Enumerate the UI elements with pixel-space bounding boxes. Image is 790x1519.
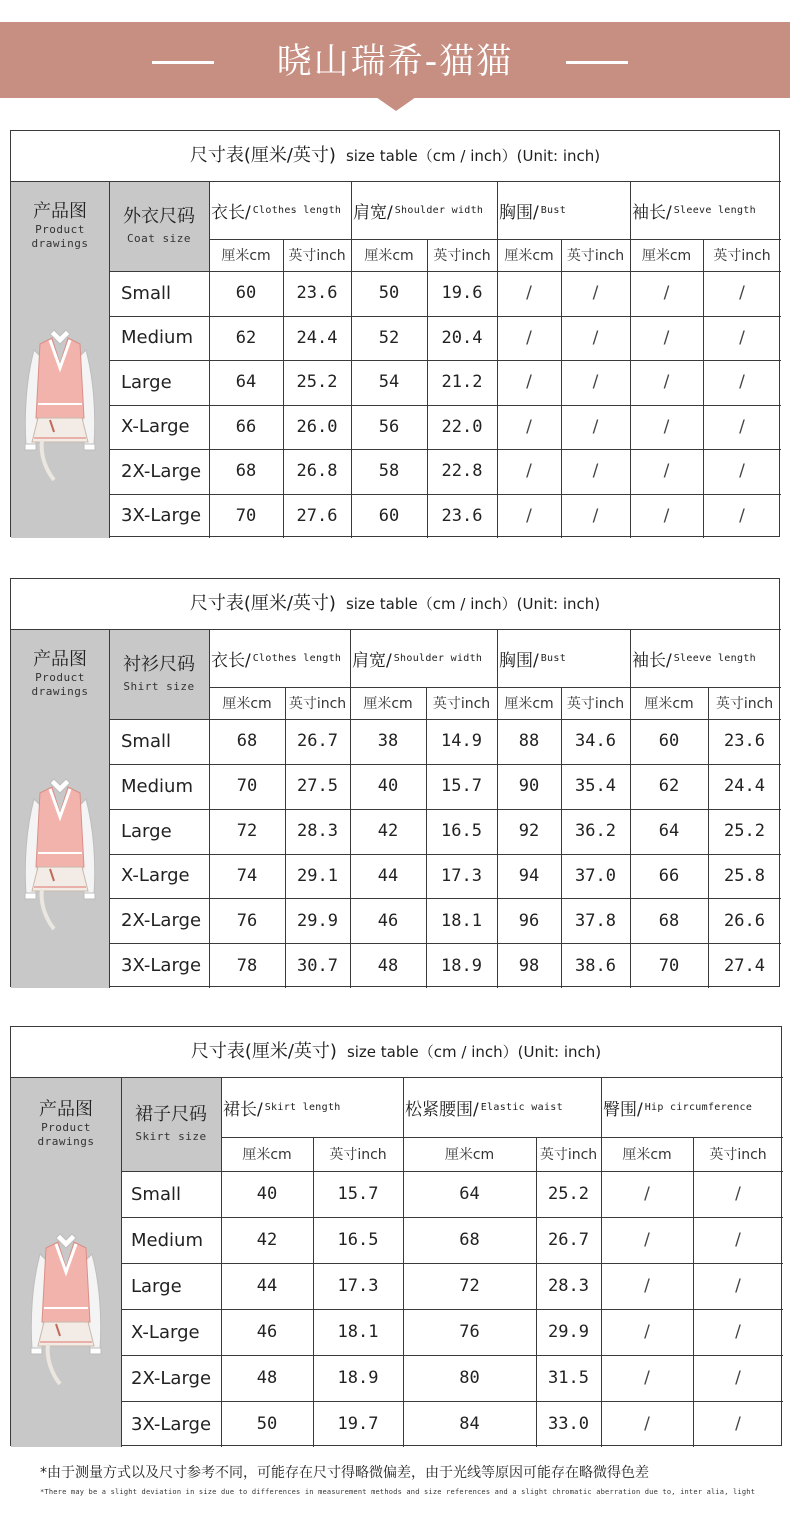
size-label <box>109 629 209 719</box>
measurement-value: 37.0 <box>575 865 616 886</box>
size-label-en: Coat size <box>126 232 192 245</box>
empty-value: / <box>592 372 599 393</box>
size-label-cn: 衬衫尺码 <box>123 654 195 675</box>
measurement-value: 70 <box>658 955 680 976</box>
measurement-value: 29.1 <box>297 865 338 886</box>
table-title-cn: 尺寸表(厘米/英寸) <box>189 145 336 166</box>
unit-inch-label: 英寸inch <box>566 696 625 712</box>
empty-value: / <box>526 283 532 304</box>
measurement-value: 64 <box>459 1184 480 1204</box>
product-label <box>11 1077 121 1171</box>
measurement-value: 18.1 <box>337 1322 379 1342</box>
measurement-value: 42 <box>256 1230 278 1250</box>
product-label-en2: drawings <box>31 237 89 250</box>
column-title-cn: 袖长/ <box>632 202 672 223</box>
measurement-value: 74 <box>236 865 258 886</box>
measurement-value: 58 <box>378 461 400 482</box>
empty-value: / <box>592 416 599 437</box>
measurement-value: 26.8 <box>296 461 338 482</box>
unit-inch-label: 英寸inch <box>288 248 346 264</box>
measurement-value: 17.3 <box>441 865 482 886</box>
measurement-value: 26.0 <box>296 416 338 437</box>
empty-value: / <box>735 1414 741 1434</box>
measurement-value: 18.9 <box>441 955 482 976</box>
product-label <box>11 629 109 719</box>
empty-value: / <box>592 327 599 348</box>
unit-inch-label: 英寸inch <box>433 248 491 264</box>
column-title <box>211 181 351 239</box>
product-image <box>26 1224 106 1394</box>
measurement-value: 19.7 <box>337 1414 379 1434</box>
unit-cm-label: 厘米cm <box>644 696 694 712</box>
empty-value: / <box>526 461 532 482</box>
title-right-rule <box>566 61 628 64</box>
title-banner <box>0 22 790 98</box>
size-name: Large <box>121 820 172 842</box>
measurement-value: 27.5 <box>297 776 338 797</box>
measurement-value: 26.6 <box>724 910 765 931</box>
measurement-value: 31.5 <box>548 1368 589 1388</box>
product-image-wrap <box>26 1224 106 1398</box>
measurement-value: 54 <box>378 372 400 393</box>
size-label-cn: 外衣尺码 <box>123 206 195 227</box>
measurement-value: 18.1 <box>441 910 482 931</box>
size-name: 2X-Large <box>121 460 202 482</box>
measurement-value: 21.2 <box>441 372 483 393</box>
measurement-value: 44 <box>256 1276 278 1296</box>
measurement-value: 14.9 <box>441 731 482 752</box>
unit-cm-label: 厘米cm <box>622 1147 672 1163</box>
measurement-value: 48 <box>256 1368 278 1388</box>
column-title <box>405 1077 601 1137</box>
empty-value: / <box>526 327 532 348</box>
unit-cm-label: 厘米cm <box>504 696 554 712</box>
size-name: 3X-Large <box>131 1413 212 1435</box>
size-label-cn: 裙子尺码 <box>135 1104 207 1125</box>
empty-value: / <box>663 327 670 348</box>
column-title <box>603 1077 783 1137</box>
product-label-en: Product <box>41 1121 91 1134</box>
coat-size-table <box>10 130 780 537</box>
measurement-value: 23.6 <box>441 505 483 526</box>
measurement-value: 52 <box>378 327 400 348</box>
column-title-en: Bust <box>540 652 567 664</box>
measurement-value: 16.5 <box>441 821 482 842</box>
measurement-value: 60 <box>235 283 257 304</box>
measurement-value: 90 <box>518 776 540 797</box>
column-title-en: Skirt length <box>264 1101 341 1113</box>
empty-value: / <box>526 416 532 437</box>
size-name: Small <box>131 1183 181 1205</box>
measurement-value: 28.3 <box>548 1276 589 1296</box>
column-title <box>632 181 781 239</box>
product-label-cn: 产品图 <box>39 1099 93 1120</box>
measurement-value: 24.4 <box>296 327 338 348</box>
column-title-cn: 衣长/ <box>211 202 251 223</box>
empty-value: / <box>739 505 745 526</box>
unit-cm-label: 厘米cm <box>364 248 414 264</box>
measurement-value: 36.2 <box>575 821 616 842</box>
product-label-en2: drawings <box>37 1135 95 1148</box>
size-label-en: Shirt size <box>123 680 195 693</box>
measurement-value: 16.5 <box>337 1230 379 1250</box>
skirt-size-table <box>10 1026 782 1446</box>
empty-value: / <box>592 505 599 526</box>
size-name: 3X-Large <box>121 505 202 527</box>
measurement-value: 23.6 <box>296 283 338 304</box>
column-title-en: Sleeve length <box>673 204 756 216</box>
column-title-cn: 臀围/ <box>603 1099 643 1120</box>
size-name: Medium <box>121 327 193 349</box>
empty-value: / <box>592 461 599 482</box>
measurement-value: 68 <box>235 461 257 482</box>
table-title-en: size table（cm / inch）(Unit: inch) <box>346 1043 602 1061</box>
column-title-cn: 袖长/ <box>632 650 672 671</box>
empty-value: / <box>739 461 745 482</box>
measurement-value: 84 <box>459 1414 480 1434</box>
column-title-en: Bust <box>540 204 567 216</box>
empty-value: / <box>644 1184 650 1204</box>
size-label-en: Skirt size <box>135 1130 207 1143</box>
column-title <box>632 629 781 687</box>
empty-value: / <box>663 505 670 526</box>
size-name: Medium <box>121 775 193 797</box>
measurement-value: 29.9 <box>548 1322 589 1342</box>
measurement-value: 19.6 <box>441 283 483 304</box>
empty-value: / <box>739 372 745 393</box>
measurement-value: 27.6 <box>296 505 338 526</box>
measurement-value: 30.7 <box>297 955 338 976</box>
measurement-value: 27.4 <box>724 955 765 976</box>
measurement-value: 40 <box>256 1184 278 1204</box>
unit-inch-label: 英寸inch <box>539 1147 598 1163</box>
measurement-value: 66 <box>658 865 680 886</box>
unit-inch-label: 英寸inch <box>288 696 347 712</box>
column-title <box>499 629 630 687</box>
measurement-value: 17.3 <box>337 1276 379 1296</box>
measurement-value: 37.8 <box>575 910 616 931</box>
table-title <box>11 1027 781 1077</box>
measurement-value: 25.8 <box>724 865 765 886</box>
measurement-value: 96 <box>518 910 540 931</box>
table-title-cn: 尺寸表(厘米/英寸) <box>190 1041 337 1062</box>
unit-inch-label: 英寸inch <box>329 1147 387 1163</box>
measurement-value: 92 <box>518 821 540 842</box>
product-image <box>20 320 100 490</box>
column-title <box>223 1077 403 1137</box>
column-title-en: Clothes length <box>252 652 342 664</box>
column-title <box>352 629 497 687</box>
column-title <box>499 181 630 239</box>
empty-value: / <box>644 1230 650 1250</box>
measurement-value: 64 <box>658 821 680 842</box>
measurement-value: 42 <box>377 821 399 842</box>
unit-cm-label: 厘米cm <box>504 248 554 264</box>
measurement-value: 46 <box>377 910 399 931</box>
product-label-cn: 产品图 <box>33 201 87 222</box>
measurement-value: 33.0 <box>548 1414 589 1434</box>
note-chinese: *由于测量方式以及尺寸参考不同，可能存在尺寸得略微偏差，由于光线等原因可能存在略微得色差 <box>40 1465 649 1481</box>
measurement-value: 70 <box>236 776 258 797</box>
product-image <box>20 769 100 939</box>
column-title-en: Clothes length <box>252 204 342 216</box>
measurement-value: 24.4 <box>724 776 765 797</box>
column-title-cn: 松紧腰围/ <box>405 1099 479 1120</box>
column-title-en: Shoulder width <box>394 204 484 216</box>
empty-value: / <box>644 1368 650 1388</box>
measurement-value: 46 <box>256 1322 278 1342</box>
measurement-value: 28.3 <box>297 821 338 842</box>
measurement-value: 25.2 <box>296 372 338 393</box>
empty-value: / <box>526 505 532 526</box>
empty-value: / <box>592 283 599 304</box>
measurement-value: 72 <box>236 821 258 842</box>
empty-value: / <box>663 372 670 393</box>
size-label <box>121 1077 221 1171</box>
empty-value: / <box>663 416 670 437</box>
unit-inch-label: 英寸inch <box>713 248 771 264</box>
empty-value: / <box>663 461 670 482</box>
size-name: 2X-Large <box>121 910 202 932</box>
size-label <box>109 181 209 271</box>
unit-inch-label: 英寸inch <box>566 248 625 264</box>
unit-inch-label: 英寸inch <box>432 696 491 712</box>
unit-cm-label: 厘米cm <box>363 696 413 712</box>
table-title-en: size table（cm / inch）(Unit: inch) <box>345 147 601 165</box>
measurement-value: 26.7 <box>297 731 338 752</box>
measurement-value: 62 <box>235 327 257 348</box>
measurement-value: 68 <box>236 731 258 752</box>
measurement-value: 18.9 <box>337 1368 379 1388</box>
table-title <box>11 579 779 629</box>
size-name: 3X-Large <box>121 955 202 977</box>
note-english: *There may be a slight deviation in size due to differences in measurement methods and size references and a slight chromatic aberration due to, inter alia, light <box>40 1488 756 1496</box>
measurement-value: 62 <box>658 776 680 797</box>
measurement-value: 38.6 <box>575 955 616 976</box>
empty-value: / <box>644 1276 650 1296</box>
measurement-value: 68 <box>658 910 680 931</box>
size-name: Large <box>131 1275 182 1297</box>
empty-value: / <box>739 416 745 437</box>
measurement-value: 76 <box>459 1322 480 1342</box>
measurement-value: 20.4 <box>441 327 483 348</box>
product-label-en: Product <box>35 671 85 684</box>
unit-inch-label: 英寸inch <box>709 1147 767 1163</box>
empty-value: / <box>735 1230 741 1250</box>
measurement-value: 94 <box>518 865 540 886</box>
measurement-value: 80 <box>459 1368 480 1388</box>
measurement-value: 22.8 <box>441 461 483 482</box>
product-label-en: Product <box>35 223 85 236</box>
column-title-cn: 胸围/ <box>499 202 539 223</box>
measurement-value: 68 <box>459 1230 480 1250</box>
product-label <box>11 181 109 271</box>
measurement-value: 72 <box>459 1276 480 1296</box>
size-name: 2X-Large <box>131 1367 212 1389</box>
unit-cm-label: 厘米cm <box>242 1147 292 1163</box>
column-title-cn: 肩宽/ <box>353 202 393 223</box>
measurement-value: 26.7 <box>548 1230 589 1250</box>
measurement-value: 98 <box>518 955 540 976</box>
table-title-en: size table（cm / inch）(Unit: inch) <box>345 595 601 613</box>
product-label-en2: drawings <box>31 685 89 698</box>
column-title-en: Sleeve length <box>673 652 756 664</box>
unit-cm-label: 厘米cm <box>641 248 692 264</box>
measurement-value: 40 <box>377 776 399 797</box>
empty-value: / <box>526 372 532 393</box>
unit-cm-label: 厘米cm <box>444 1147 495 1163</box>
measurement-value: 29.9 <box>297 910 338 931</box>
measurement-value: 60 <box>658 731 680 752</box>
unit-cm-label: 厘米cm <box>222 696 272 712</box>
empty-value: / <box>735 1322 741 1342</box>
measurement-value: 78 <box>236 955 258 976</box>
measurement-value: 34.6 <box>575 731 616 752</box>
measurement-value: 88 <box>518 731 540 752</box>
empty-value: / <box>735 1184 741 1204</box>
column-title <box>211 629 350 687</box>
measurement-value: 66 <box>235 416 257 437</box>
measurement-value: 50 <box>378 283 400 304</box>
measurement-value: 50 <box>256 1414 278 1434</box>
column-title-en: Elastic waist <box>480 1101 563 1113</box>
size-name: Large <box>121 371 172 393</box>
empty-value: / <box>735 1368 741 1388</box>
empty-value: / <box>663 283 670 304</box>
product-image-wrap <box>20 769 100 943</box>
size-name: X-Large <box>121 416 190 438</box>
size-name: Small <box>121 730 171 752</box>
measurement-value: 25.2 <box>548 1184 589 1204</box>
empty-value: / <box>739 327 745 348</box>
size-name: X-Large <box>131 1321 200 1343</box>
measurement-value: 60 <box>378 505 400 526</box>
column-title-cn: 裙长/ <box>223 1099 263 1120</box>
measurement-value: 76 <box>236 910 258 931</box>
table-title-cn: 尺寸表(厘米/英寸) <box>189 593 336 614</box>
empty-value: / <box>644 1414 650 1434</box>
banner-pointer <box>376 97 416 111</box>
product-label-cn: 产品图 <box>33 649 87 670</box>
empty-value: / <box>644 1322 650 1342</box>
column-title-en: Hip circumference <box>644 1101 753 1113</box>
measurement-value: 15.7 <box>337 1184 379 1204</box>
measurement-value: 25.2 <box>724 821 765 842</box>
column-title-cn: 衣长/ <box>211 650 251 671</box>
shirt-size-table <box>10 578 780 987</box>
column-title-cn: 肩宽/ <box>352 650 392 671</box>
measurement-value: 23.6 <box>724 731 765 752</box>
measurement-value: 48 <box>377 955 399 976</box>
measurement-value: 44 <box>377 865 399 886</box>
unit-cm-label: 厘米cm <box>221 248 271 264</box>
page-title: 晓山瑞希-猫猫 <box>276 42 514 82</box>
column-title <box>353 181 497 239</box>
size-name: X-Large <box>121 865 190 887</box>
empty-value: / <box>735 1276 741 1296</box>
measurement-value: 35.4 <box>575 776 616 797</box>
size-name: Medium <box>131 1229 203 1251</box>
table-title <box>11 131 779 181</box>
measurement-value: 15.7 <box>441 776 482 797</box>
empty-value: / <box>739 283 745 304</box>
measurement-value: 22.0 <box>441 416 483 437</box>
product-image-wrap <box>20 320 100 494</box>
measurement-value: 70 <box>235 505 257 526</box>
column-title-cn: 胸围/ <box>499 650 539 671</box>
unit-inch-label: 英寸inch <box>715 696 774 712</box>
measurement-value: 64 <box>235 372 257 393</box>
measurement-value: 56 <box>378 416 400 437</box>
measurement-value: 38 <box>377 731 399 752</box>
column-title-en: Shoulder width <box>393 652 483 664</box>
size-name: Small <box>121 282 171 304</box>
